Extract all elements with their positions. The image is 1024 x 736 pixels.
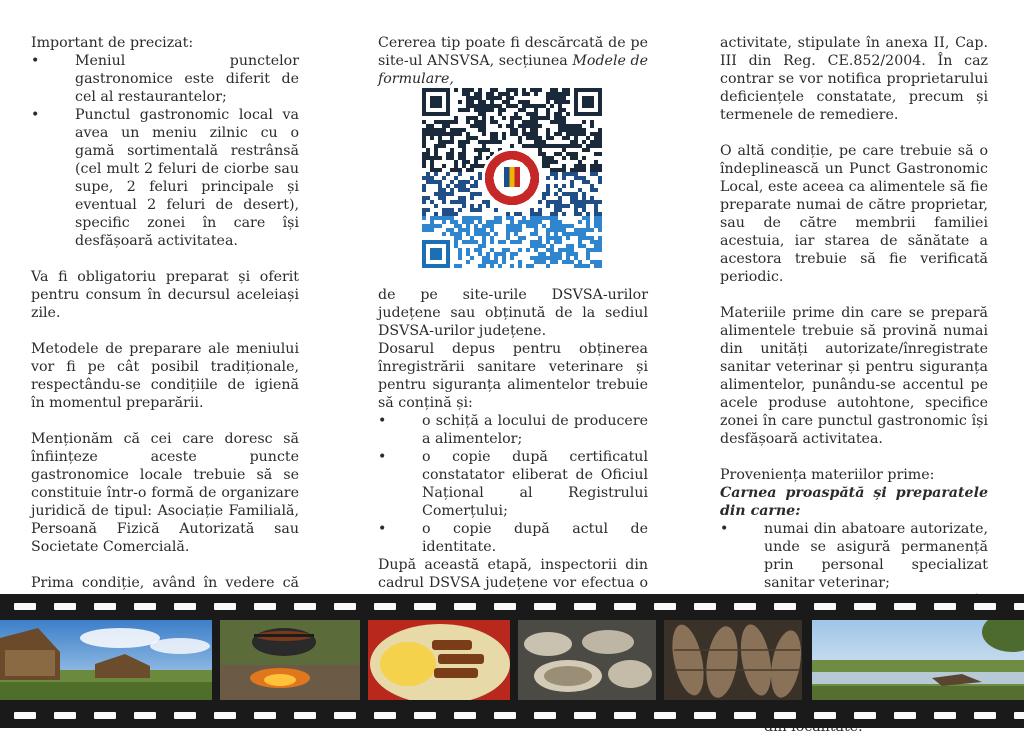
qr-finder-top-left [422,88,450,116]
film-sprocket-hole [414,712,436,719]
photo-fish-bowls [518,620,656,700]
film-sprocket-hole [654,712,676,719]
film-sprocket-hole [334,603,356,610]
film-sprocket-hole [694,603,716,610]
list-item: • o schiță a locului de producere a alimentelor; [378,413,648,447]
film-sprocket-hole [534,603,556,610]
paragraph: Prima condiție, având în vedere că [31,575,299,591]
list-item: • Meniul punctelor gastronomice este diferit de cel al restaurantelor; [31,53,299,105]
film-sprocket-hole [334,712,356,719]
film-sprocket-hole [774,712,796,719]
film-sprocket-hole [94,603,116,610]
film-sprocket-hole [534,712,556,719]
film-sprocket-hole [934,603,956,610]
photo-cauldron [220,620,360,700]
film-sprocket-hole [374,603,396,610]
qr-code[interactable] [422,88,602,268]
film-sprocket-hole [494,712,516,719]
list-item: • o copie după certificatul constatator eliberat de Oficiul Național al Registrului Comerțului; [378,449,648,519]
film-strip [0,594,1024,728]
film-sprocket-hole [94,712,116,719]
film-sprocket-hole [734,603,756,610]
column-middle [378,34,648,88]
film-sprocket-hole [654,603,676,610]
film-sprocket-hole [414,603,436,610]
paragraph: Va fi obligatoriu preparat și oferit pentru consum în decursul aceleiași zile. [31,269,299,321]
ansvsa-logo-icon [482,148,542,208]
column-left [31,34,299,682]
film-sprocket-hole [614,603,636,610]
film-sprocket-hole [854,712,876,719]
film-sprocket-hole [454,603,476,610]
film-sprocket-hole [894,712,916,719]
film-sprocket-hole [974,712,996,719]
film-sprocket-hole [934,712,956,719]
film-sprocket-hole [294,712,316,719]
paragraph: Materiile prime din care se prepară alimentele trebuie să provină numai din unități autorizate/înregistrate sanitar veterinar și pentru siguranța alimentelor, punându-se accentul pe acele produse autohtone, specifice zonei în care punctul gastronomic își desfășoară activitatea. [720,305,988,447]
section-heading: Carnea proaspătă și preparatele din carne: [720,485,988,519]
film-sprocket-hole [134,712,156,719]
photo-dish [368,620,510,700]
list-item: • numai din abatoare autorizate, unde se asigură permanență prin personal specializat sanitar veterinar; [720,521,988,591]
film-sprocket-hole [854,603,876,610]
paragraph: activitate, stipulate în anexa II, Cap. III din Reg. CE.852/2004. În caz contrar se vor notifica proprietarului deficiențele constatate, precum și termenele de remediere. [720,35,988,123]
paragraph: Cererea tip poate fi descărcată de pe site-ul ANSVSA, secțiunea Modele de formulare, [378,35,649,87]
film-sprocket-hole [14,712,36,719]
film-sprocket-hole [174,603,196,610]
film-sprocket-hole [894,603,916,610]
qr-finder-top-right [574,88,602,116]
paragraph: După această etapă, inspectorii din cadrul DSVSA județene vor efectua o [378,557,648,591]
film-sprocket-hole [134,603,156,610]
list-item: • Punctul gastronomic local va avea un meniu zilnic cu o gamă sortimentală restrânsă (cel mult 2 feluri de ciorbe sau supe, 2 feluri principale și eventual 2 feluri de desert), specific zonei în care își desfășoară activitatea. [31,107,299,249]
film-sprocket-hole [254,603,276,610]
photo-village [0,620,212,700]
list-item: • o copie după actul de identitate. [378,521,648,555]
paragraph: O altă condiție, pe care trebuie să o îndeplinească un Punct Gastronomic Local, este aceea ca alimentele să fie preparate numai de către proprietar, sau de către membrii familiei acestuia, iar starea de sănătate a acestora trebuie să fie verificată periodic. [720,143,988,285]
film-sprocket-hole [54,712,76,719]
film-sprocket-hole [694,712,716,719]
section-title: Proveniența materiilor prime: [720,467,935,483]
film-sprocket-hole [974,603,996,610]
film-sprocket-hole [1014,712,1024,719]
film-sprocket-hole [814,712,836,719]
film-sprocket-hole [214,712,236,719]
film-sprocket-hole [14,603,36,610]
film-sprocket-hole [214,603,236,610]
film-sprocket-hole [54,603,76,610]
film-sprocket-hole [374,712,396,719]
film-sprocket-hole [174,712,196,719]
paragraph: Metodele de preparare ale meniului vor fi pe cât posibil tradiționale, respectându-se condițiile de igienă în momentul preparării. [31,341,299,411]
film-sprocket-hole [454,712,476,719]
film-sprocket-hole [494,603,516,610]
paragraph: Menționăm că cei care doresc să înființeze aceste puncte gastronomice locale trebuie să se constituie într-o formă de organizare juridică de tipul: Asociație Familială, Persoană Fizică Autorizată sau Societate Comercială. [31,431,299,555]
film-sprocket-hole [774,603,796,610]
film-sprocket-hole [254,712,276,719]
film-sprocket-hole [614,712,636,719]
photo-delta-landscape [812,620,1024,700]
film-sprocket-hole [574,603,596,610]
film-sprocket-hole [814,603,836,610]
film-sprocket-hole [1014,603,1024,610]
film-sprocket-hole [294,603,316,610]
qr-finder-bottom-left [422,240,450,268]
film-sprocket-hole [574,712,596,719]
intro-text: Important de precizat: [31,35,194,51]
photo-grilled-fish [664,620,802,700]
paragraph: Dosarul depus pentru obținerea înregistrării sanitare veterinare și pentru siguranța alimentelor trebuie să conțină și: [378,341,648,411]
paragraph: de pe site-urile DSVSA-urilor județene sau obținută de la sediul DSVSA-urilor județene. [378,287,648,339]
film-sprocket-hole [734,712,756,719]
